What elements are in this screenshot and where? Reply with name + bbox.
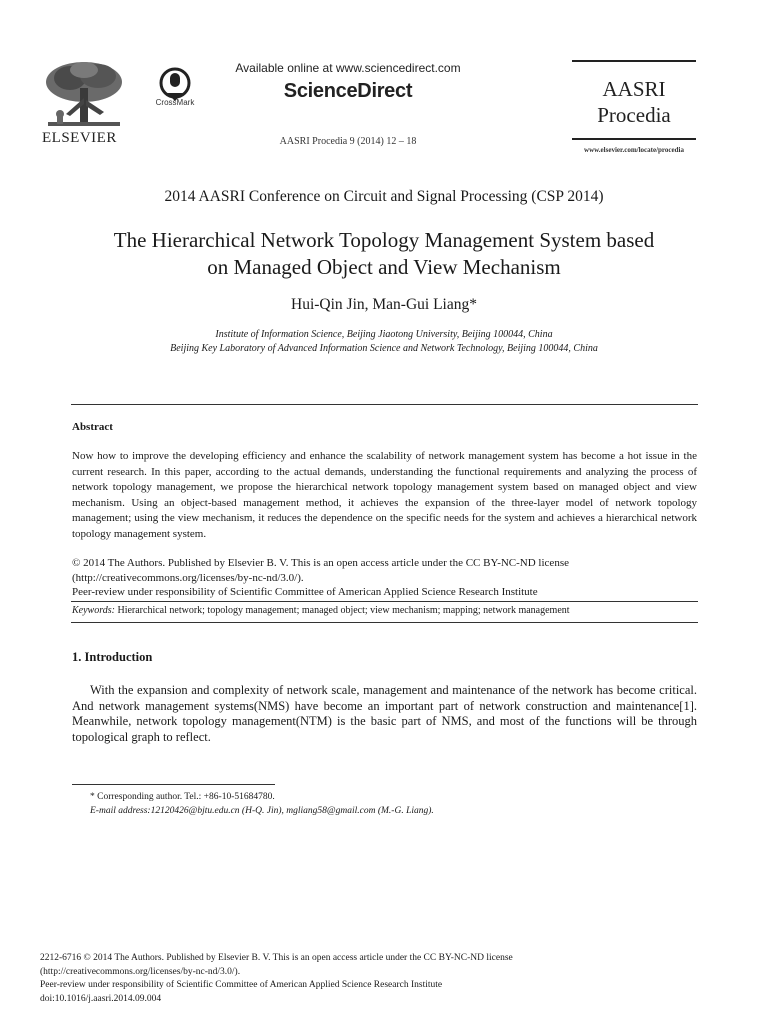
abstract-body: Now how to improve the developing efficiency and enhance the scalability of network management system has become a hot issue in the current research. In this paper, according to the actual demands, understanding the functional requirements and analyzing the process of network topology management, we propose the hierarchical network topology management system based on managed object and view mechanism. Using an object-based management method, it achieves the expansion of the three-layer model of network topology management; using the view mechanism, it reduces the dependence on the specific needs for the system and achieves a hierarchical network topology management system. xyxy=(72,450,697,540)
paper-title-line1: The Hierarchical Network Topology Management System based xyxy=(113,228,655,252)
affiliation-1: Institute of Information Science, Beijing Jiaotong University, Beijing 100044, China xyxy=(215,329,553,340)
affiliation-2: Beijing Key Laboratory of Advanced Information Science and Network Technology, Beijing 100044, China xyxy=(170,343,598,354)
keywords-bottom-rule xyxy=(71,622,698,623)
keywords-top-rule xyxy=(71,601,698,602)
footer-license-link[interactable]: (http://creativecommons.org/licenses/by-nc-nd/3.0/). xyxy=(40,966,241,977)
keywords xyxy=(72,605,697,616)
footnote-rule xyxy=(72,784,275,785)
page-footer xyxy=(40,952,680,1006)
corresponding-author-note: * Corresponding author. Tel.: +86-10-51684780. xyxy=(90,792,275,802)
journal-reference: AASRI Procedia 9 (2014) 12 – 18 xyxy=(279,136,417,147)
paper-title-line2: on Managed Object and View Mechanism xyxy=(207,255,561,279)
footer-line3: Peer-review under responsibility of Scientific Committee of American Applied Science Research Institute xyxy=(40,980,443,990)
journal-name-line2: Procedia xyxy=(597,103,671,127)
publisher-name: ELSEVIER xyxy=(42,130,117,146)
crossmark-label: CrossMark xyxy=(155,98,195,107)
keywords-list: Hierarchical network; topology management; managed object; view mechanism; mapping; network management xyxy=(117,605,570,616)
copyright-license-link[interactable]: (http://creativecommons.org/licenses/by-nc-nd/3.0/). xyxy=(72,571,304,584)
abstract-heading: Abstract xyxy=(72,421,113,433)
paper-title xyxy=(40,227,728,281)
introduction-paragraph: With the expansion and complexity of network scale, management and maintenance of the network has become critical. And network management systems(NMS) have become an important part of network construction and maintenance[1]. Meanwhile, network topology management(NTM) is the basic part of NMS, and most of the functions will be through topological graph to reflect. xyxy=(72,683,697,744)
sciencedirect-logo[interactable]: ScienceDirect xyxy=(283,80,413,102)
email-address-note: E-mail address:12120426@bjtu.edu.cn (H-Q. Jin), mgliang58@gmail.com (M.-G. Liang). xyxy=(90,806,434,816)
journal-name-line1: AASRI xyxy=(602,77,666,101)
paper-authors: Hui-Qin Jin, Man-Gui Liang* xyxy=(291,296,477,313)
footer-line1: 2212-6716 © 2014 The Authors. Published by Elsevier B. V. This is an open access article under the CC BY-NC-ND license xyxy=(40,953,513,963)
abstract-top-rule xyxy=(71,404,698,405)
journal-box-rule-bottom xyxy=(572,138,696,140)
conference-name: 2014 AASRI Conference on Circuit and Signal Processing (CSP 2014) xyxy=(164,188,604,205)
copyright-line1: © 2014 The Authors. Published by Elsevier B. V. This is an open access article under the CC BY-NC-ND license xyxy=(72,557,569,569)
footer-doi[interactable]: doi:10.1016/j.aasri.2014.09.004 xyxy=(40,993,162,1004)
copyright-line3: Peer-review under responsibility of Scientific Committee of American Applied Science Research Institute xyxy=(72,586,538,598)
journal-url-link[interactable]: www.elsevier.com/locate/procedia xyxy=(584,146,684,154)
available-online-text: Available online at www.sciencedirect.com xyxy=(235,61,461,75)
keywords-label: Keywords: xyxy=(72,605,115,616)
abstract-copyright xyxy=(72,556,697,600)
section-heading-introduction: 1. Introduction xyxy=(72,650,153,664)
journal-box-rule-top xyxy=(572,60,696,62)
